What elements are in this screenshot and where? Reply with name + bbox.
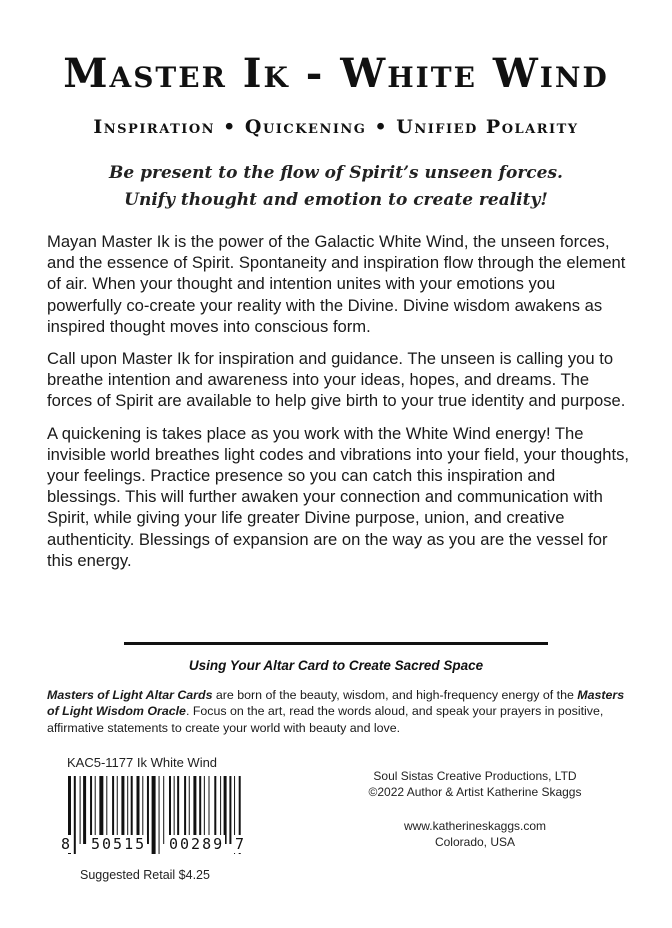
altar-text-part: . Focus on the art, read the words aloud, and speak your prayers in positive, affirmative statements to create your world with beauty and love. bbox=[47, 704, 604, 735]
affirmation bbox=[0, 160, 672, 214]
barcode-digit-lead: 8 bbox=[61, 835, 71, 853]
card-subtitle: Inspiration • Quickening • Unified Polarity bbox=[93, 116, 579, 138]
description-paragraph: Call upon Master Ik for inspiration and guidance. The unseen is calling you to breathe intention and awareness into your ideas, hopes, and dreams. The forces of Spirit are available to help give birth to your true identity and purpose. bbox=[47, 349, 626, 411]
description-paragraph: A quickening is takes place as you work with the White Wind energy! The invisible world breathes light codes and vibrations into your field, your thoughts, your feelings. Practice presence so you can catch this inspiration and blessings. This will further awaken your connection and communication with Spirit, while giving your life greater Divine purpose, union, and creative authenticity. Blessings of expansion are on the way as you are the vessel for this energy. bbox=[47, 423, 630, 570]
altar-section-text bbox=[47, 687, 632, 736]
publisher-info bbox=[360, 768, 590, 850]
retail-price: Suggested Retail $4.25 bbox=[80, 868, 210, 882]
barcode-digits bbox=[60, 835, 250, 855]
publisher-website: www.katherineskaggs.com bbox=[403, 819, 547, 833]
barcode-digit-group: 50515 bbox=[91, 835, 147, 853]
affirmation-line: Unify thought and emotion to create reality! bbox=[124, 190, 548, 210]
publisher-company: Soul Sistas Creative Productions, LTD bbox=[373, 769, 577, 783]
barcode-digit-check: 7 bbox=[235, 835, 245, 853]
description-paragraph: Mayan Master Ik is the power of the Galactic White Wind, the unseen forces, and the essence of Spirit. Spontaneity and inspiration flow through the element of air. When your thought and intention unites with your emotions you powerfully co-create your reality with the Divine. Divine wisdom awakens as inspired thought moves into conscious form. bbox=[47, 232, 626, 336]
altar-text-part: are born of the beauty, wisdom, and high-frequency energy of the bbox=[212, 688, 578, 702]
product-sku: KAC5-1177 Ik White Wind bbox=[67, 755, 218, 770]
card-description bbox=[47, 231, 632, 582]
section-divider bbox=[124, 642, 548, 645]
oracle-name: Masters of Light Wisdom Oracle bbox=[47, 688, 625, 719]
publisher-location: Colorado, USA bbox=[434, 835, 516, 849]
publisher-copyright: ©2022 Author & Artist Katherine Skaggs bbox=[368, 785, 582, 799]
barcode-digit-group: 00289 bbox=[169, 835, 225, 853]
altar-section-heading: Using Your Altar Card to Create Sacred Space bbox=[188, 658, 484, 673]
card-title: Master Ik - White Wind bbox=[63, 50, 609, 97]
brand-name: Masters of Light Altar Cards bbox=[47, 688, 213, 702]
affirmation-line: Be present to the flow of Spirit’s unseen forces. bbox=[109, 163, 563, 183]
